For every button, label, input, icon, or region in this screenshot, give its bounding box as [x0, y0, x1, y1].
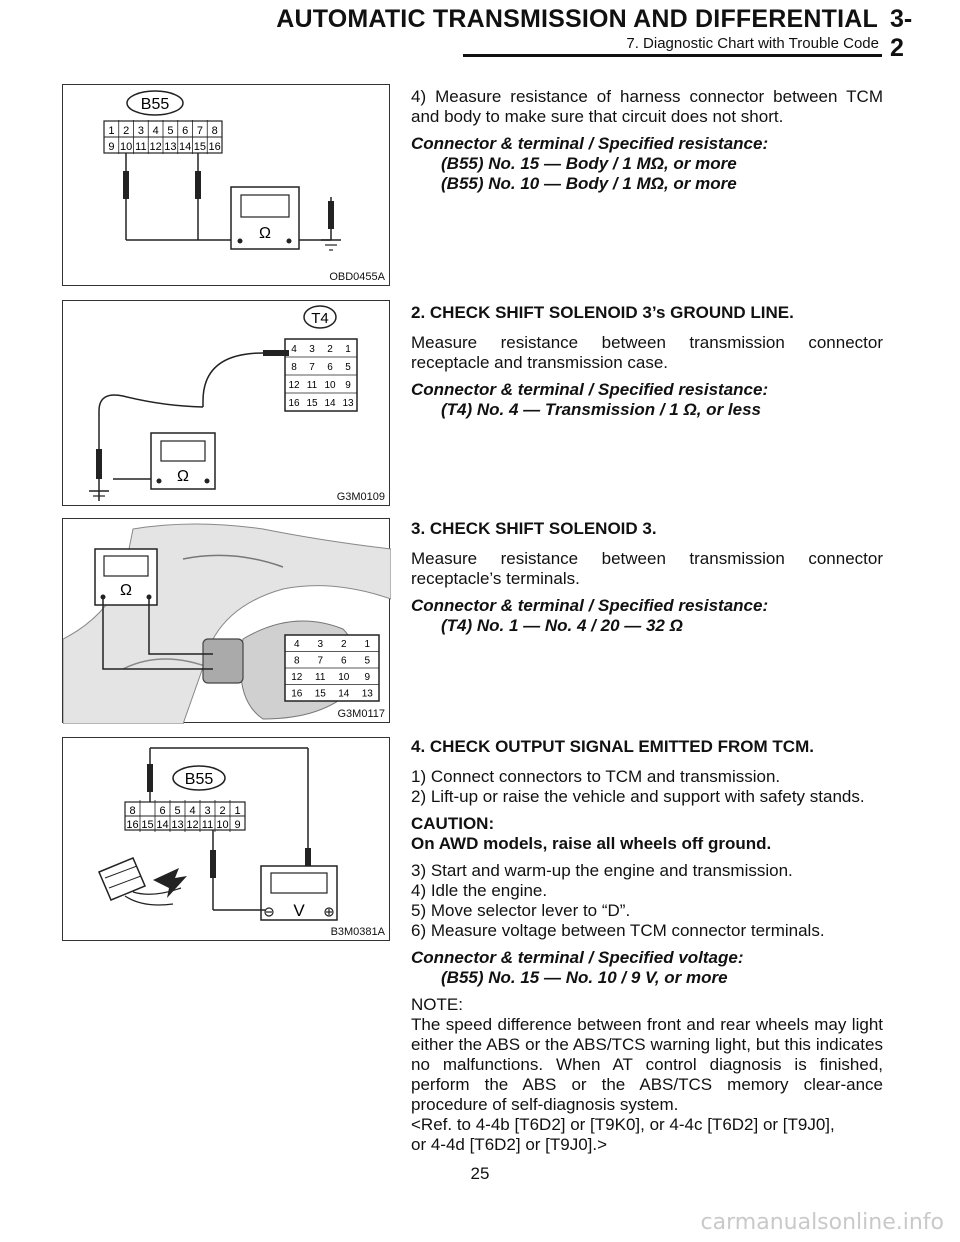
connector-photo — [203, 639, 243, 683]
note-text: The speed difference between front and rear wheels may light either the ABS or the ABS/TCS warning light, but this indicates no malfunctions. When AT control diagnosis is finished, perform the ABS or the ABS/TCS memory clear-ance procedure of self-diagnosis system. — [411, 1015, 883, 1114]
spec-line: (B55) No. 10 — Body / 1 MΩ, or more — [441, 174, 737, 193]
spec-line: (T4) No. 1 — No. 4 / 20 — 32 Ω — [441, 616, 683, 635]
probe-2 — [96, 449, 102, 479]
connector-pins — [285, 344, 357, 409]
step-text: 5) Move selector lever to “D”. — [411, 901, 631, 920]
spec-title: Connector & terminal / Specified voltage: — [411, 948, 744, 967]
pin-number: 14 — [338, 688, 350, 700]
probe-1 — [123, 171, 129, 199]
pin-number: 5 — [174, 805, 181, 817]
pin-number: 15 — [193, 141, 206, 153]
ohm-symbol: Ω — [259, 225, 271, 242]
instruction-text: Measure resistance between transmission connector receptacle’s terminals. — [411, 549, 883, 588]
connector-label: B55 — [184, 771, 214, 788]
figure-code: OBD0455A — [329, 271, 385, 283]
pin-number: 4 — [293, 638, 300, 650]
ohm-symbol: Ω — [120, 582, 132, 599]
pin-number: 10 — [216, 819, 229, 831]
pin-number: 6 — [159, 805, 166, 817]
ohm-symbol: Ω — [177, 468, 189, 485]
pin-number: 10 — [338, 671, 350, 683]
reference-text: or 4-4d [T6D2] or [T9J0].> — [411, 1135, 608, 1154]
section-heading: 3. CHECK SHIFT SOLENOID 3. — [411, 519, 657, 538]
header-subtitle: 7. Diagnostic Chart with Trouble Code — [626, 35, 879, 52]
header-title: AUTOMATIC TRANSMISSION AND DIFFERENTIAL — [276, 5, 878, 33]
pin-number: 9 — [364, 671, 371, 683]
caution-label: CAUTION: — [411, 814, 495, 833]
section-heading: 2. CHECK SHIFT SOLENOID 3’s GROUND LINE. — [411, 303, 794, 322]
pin-number: 8 — [129, 805, 136, 817]
spec-title: Connector & terminal / Specified resistance: — [411, 134, 769, 153]
pin-number: 2 — [123, 125, 130, 137]
pin-number: 14 — [156, 819, 169, 831]
pin-number: 16 — [126, 819, 139, 831]
pin-number: 11 — [315, 671, 326, 683]
volt-symbol: V — [293, 901, 305, 920]
pin-number: 14 — [324, 397, 336, 409]
pin-number: 5 — [167, 125, 174, 137]
wiring-photo-3 — [63, 519, 391, 724]
note-label: NOTE: — [411, 995, 463, 1014]
pin-number: 6 — [182, 125, 189, 137]
watermark: carmanualsonline.info — [700, 1210, 944, 1235]
connector-label: B55 — [140, 96, 170, 113]
pin-number: 15 — [141, 819, 154, 831]
pin-number: 5 — [364, 655, 371, 667]
pin-number: 10 — [120, 141, 133, 153]
step-text: 2) Lift-up or raise the vehicle and support with safety stands. — [411, 787, 865, 806]
probe-3 — [328, 201, 334, 229]
probe-2 — [195, 171, 201, 199]
wiring-diagram-4 — [63, 738, 391, 942]
section-check-solenoid — [411, 519, 883, 636]
step-text: 1) Connect connectors to TCM and transmission. — [411, 767, 781, 786]
pin-number: 12 — [291, 671, 303, 683]
probe-1 — [263, 350, 289, 356]
page-number: 25 — [470, 1164, 490, 1183]
pin-number: 15 — [314, 688, 326, 700]
pin-number: 2 — [340, 638, 347, 650]
pin-number: 15 — [306, 397, 318, 409]
spec-line: (T4) No. 4 — Transmission / 1 Ω, or less — [441, 400, 761, 419]
pin-number: 7 — [317, 655, 324, 667]
pin-number: 2 — [219, 805, 226, 817]
section-check-output-signal — [411, 737, 883, 1155]
pin-number: 16 — [208, 141, 221, 153]
pin-number: 1 — [108, 125, 115, 137]
pin-number: 11 — [201, 819, 214, 831]
reference-text: <Ref. to 4-4b [T6D2] or [T9K0], or 4-4c [T6D2] or [T9J0], — [411, 1115, 835, 1134]
pin-number: 1 — [364, 638, 371, 650]
caution-text: On AWD models, raise all wheels off ground. — [411, 834, 772, 853]
spec-title: Connector & terminal / Specified resistance: — [411, 596, 769, 615]
spec-line: (B55) No. 15 — No. 10 / 9 V, or more — [441, 968, 728, 987]
header-rule — [463, 54, 882, 57]
pin-number: 3 — [317, 638, 324, 650]
pin-number: 12 — [288, 379, 300, 391]
pin-number: 13 — [171, 819, 184, 831]
pin-number: 13 — [342, 397, 354, 409]
figure-g3m0117 — [62, 518, 390, 723]
pin-number: 9 — [108, 141, 115, 153]
pin-number: 12 — [186, 819, 199, 831]
pin-number: 12 — [149, 141, 162, 153]
spec-title: Connector & terminal / Specified resistance: — [411, 380, 769, 399]
pin-number: 6 — [340, 655, 347, 667]
pin-number: 3 — [309, 343, 315, 355]
instruction-text: Measure resistance between transmission connector receptacle and transmission case. — [411, 333, 883, 372]
pin-number: 6 — [327, 361, 333, 373]
probe-1 — [147, 764, 153, 792]
pin-number: 13 — [164, 141, 177, 153]
header-section-number: 3-2 — [890, 5, 913, 62]
pin-number: 11 — [135, 141, 147, 153]
figure-b3m0381a — [62, 737, 390, 941]
pin-number: 8 — [211, 125, 218, 137]
spec-line: (B55) No. 15 — Body / 1 MΩ, or more — [441, 154, 737, 173]
harness-connector — [99, 858, 187, 905]
pin-number: 2 — [327, 343, 333, 355]
section-heading: 4. CHECK OUTPUT SIGNAL EMITTED FROM TCM. — [411, 737, 814, 756]
pin-number: 8 — [291, 361, 297, 373]
figure-obd0455a — [62, 84, 390, 286]
pin-number: 3 — [204, 805, 211, 817]
pin-number: 1 — [345, 343, 351, 355]
probe-2 — [210, 850, 216, 878]
figure-g3m0109 — [62, 300, 390, 506]
pin-number: 14 — [179, 141, 192, 153]
pin-number: 10 — [324, 379, 336, 391]
figure-code: G3M0117 — [337, 708, 385, 720]
pin-number: 4 — [189, 805, 196, 817]
step-text: 4) Idle the engine. — [411, 881, 548, 900]
pin-number: 5 — [345, 361, 351, 373]
pin-number: 16 — [288, 397, 300, 409]
pin-number: 1 — [234, 805, 241, 817]
figure-code: B3M0381A — [330, 926, 385, 938]
pin-number: 4 — [291, 343, 297, 355]
wiring-diagram-2 — [63, 301, 391, 507]
step-text: 3) Start and warm-up the engine and transmission. — [411, 861, 793, 880]
pin-number: 9 — [234, 819, 241, 831]
instruction-text: 4) Measure resistance of harness connector between TCM and body to make sure that circuit does not short. — [411, 87, 883, 126]
pin-number: 7 — [196, 125, 203, 137]
pin-number: 9 — [345, 379, 351, 391]
section-resistance-short-check — [411, 87, 883, 194]
section-check-ground-line — [411, 303, 883, 420]
pin-number: 4 — [152, 125, 159, 137]
step-text: 6) Measure voltage between TCM connector terminals. — [411, 921, 825, 940]
pin-number: 8 — [293, 655, 300, 667]
figure-code: G3M0109 — [336, 491, 385, 503]
pin-number: 7 — [309, 361, 315, 373]
connector-label: T4 — [311, 310, 329, 327]
pin-number: 11 — [306, 379, 318, 391]
pin-number: 3 — [137, 125, 144, 137]
wiring-diagram-1 — [63, 85, 391, 287]
pin-number: 16 — [291, 688, 303, 700]
pin-number: 13 — [361, 688, 373, 700]
